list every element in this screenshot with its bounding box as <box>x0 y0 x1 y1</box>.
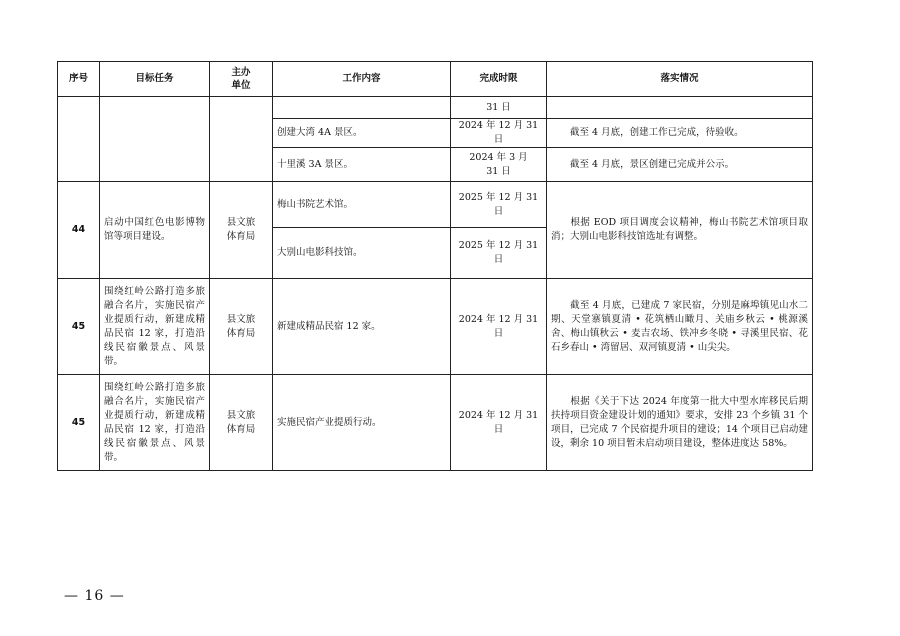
status-cell <box>547 119 813 148</box>
header-index: 序号 <box>58 62 100 97</box>
target-task-cell: 围绕红岭公路打造多旅融合名片，实施民宿产业提质行动，新建成精品民宿 12 家，打造沿线民宿徽景点、风景带。 <box>100 279 210 375</box>
table-row-44 <box>58 182 813 228</box>
row-number: 44 <box>58 182 100 279</box>
status-cell <box>547 182 813 279</box>
table-row-45b <box>58 375 813 471</box>
deadline-cell: 2025 年 12 月 31 日 <box>451 228 547 279</box>
header-deadline: 完成时限 <box>451 62 547 97</box>
header-target-task: 目标任务 <box>100 62 210 97</box>
deadline-cell: 2024 年 3 月 31 日 <box>451 148 547 182</box>
status-text: 截至 4 月底，景区创建已完成并公示。 <box>570 158 735 170</box>
status-text: 截至 4 月底，创建工作已完成，待验收。 <box>570 127 744 138</box>
unit-cell-empty <box>210 97 273 182</box>
host-unit-cell: 县文旅 体育局 <box>210 279 273 375</box>
status-text: 根据《关于下达 2024 年度第一批大中型水库移民后期扶持项目资金建设计划的通知》要求，安排 23 个乡镇 31 个项目，已完成 7 个民宿提升项目的建设；14 个项目已启动建设，剩余 10 项目暂未启动项目建设，整体进度达 58%。 <box>551 395 808 449</box>
target-cell-empty <box>100 97 210 182</box>
host-unit-cell: 县文旅 体育局 <box>210 375 273 471</box>
content-cell: 大别山电影科技馆。 <box>273 228 451 279</box>
page-number: — 16 — <box>64 588 125 604</box>
work-progress-table <box>57 61 813 471</box>
deadline-cell: 2024 年 12 月 31 日 <box>451 119 547 148</box>
header-host-unit: 主办 单位 <box>210 62 273 97</box>
status-cell <box>547 375 813 471</box>
target-task-cell: 围绕红岭公路打造多旅融合名片，实施民宿产业提质行动，新建成精品民宿 12 家，打造沿线民宿徽景点、风景带。 <box>100 375 210 471</box>
deadline-cell: 31 日 <box>451 97 547 119</box>
status-cell <box>547 148 813 182</box>
target-task-cell: 启动中国红色电影博物馆等项目建设。 <box>100 182 210 279</box>
deadline-cell: 2024 年 12 月 31 日 <box>451 375 547 471</box>
content-cell: 梅山书院艺术馆。 <box>273 182 451 228</box>
table-row-45 <box>58 279 813 375</box>
status-cell-empty <box>547 97 813 119</box>
status-text: 根据 EOD 项目调度会议精神，梅山书院艺术馆项目取消；大别山电影科技馆选址有调整。 <box>551 217 808 242</box>
table-row <box>58 97 813 119</box>
row-number: 45 <box>58 279 100 375</box>
content-cell: 新建成精品民宿 12 家。 <box>273 279 451 375</box>
header-work-content: 工作内容 <box>273 62 451 97</box>
deadline-cell: 2025 年 12 月 31 日 <box>451 182 547 228</box>
deadline-cell: 2024 年 12 月 31 日 <box>451 279 547 375</box>
row-number: 45 <box>58 375 100 471</box>
header-status: 落实情况 <box>547 62 813 97</box>
status-cell <box>547 279 813 375</box>
content-cell-empty <box>273 97 451 119</box>
header-row <box>58 62 813 97</box>
status-text: 截至 4 月底，已建成 7 家民宿，分别是麻埠镇见山水二期、天堂寨镇夏清 • 花筑栖山瞰月、关庙乡秋云 • 桃源溪舍、梅山镇秋云 • 麦吉农场、铁冲乡冬晓 • 寻溪里民宿、花石乡春山 • 湾留居、双河镇夏清 • 山尖尖。 <box>551 299 808 353</box>
content-cell: 十里溪 3A 景区。 <box>273 148 451 182</box>
content-cell: 实施民宿产业提质行动。 <box>273 375 451 471</box>
host-unit-cell: 县文旅 体育局 <box>210 182 273 279</box>
content-cell: 创建大湾 4A 景区。 <box>273 119 451 148</box>
index-cell-empty <box>58 97 100 182</box>
